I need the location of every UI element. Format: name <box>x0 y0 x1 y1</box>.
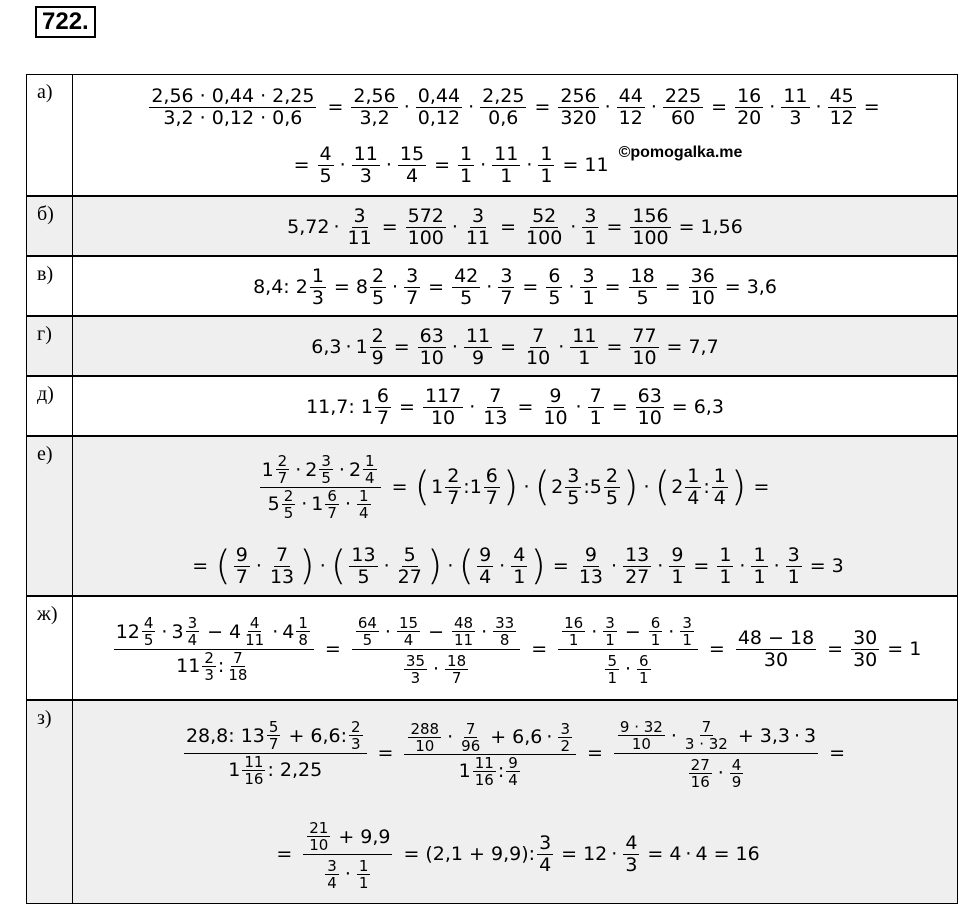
math-line: = 21 10 + 9,9 3 4 · 1 1 = (2,1 + 9,9) : $\frac{3}{4}$ = 12 · $\frac{4}{3}$ = 4 · 4 = 16 <box>276 819 760 892</box>
row-content <box>73 197 957 255</box>
fraction: $\frac{256}{320}$ <box>560 84 597 129</box>
fraction: $\frac{30}{30}$ <box>853 626 878 671</box>
fraction: $\frac{3}{1}$ <box>582 264 595 309</box>
fraction: $\frac{11}{9}$ <box>465 324 491 369</box>
row-content <box>73 317 957 375</box>
fraction: $\frac{18}{5}$ <box>630 264 655 309</box>
fraction: $\frac{225}{60}$ <box>664 84 702 129</box>
fraction: 11 3 <box>783 84 808 129</box>
fraction: 6 7 <box>376 384 390 429</box>
fraction: $\frac{4}{5}$ <box>319 142 332 187</box>
fraction: $\frac{48 - 18}{30}$ <box>737 626 815 671</box>
row-z <box>26 700 958 904</box>
fraction: 2 5 <box>371 264 385 309</box>
fraction: 0,44 0,12 <box>417 84 461 129</box>
fraction: 28,8 : 13 5 7 + 6,6 : 2 3 1 11 16 : 2,25 <box>184 719 367 787</box>
row-content <box>73 701 957 903</box>
row-label: е) <box>27 437 73 595</box>
math-line: $\frac{2,56 \cdot 0,44 \cdot 2,25}{3,2 \cdot 0,12 \cdot 0,6}$ = $\frac{2,56}{3,2}$ · 0,44 0,12 · $\frac{2,25}{0,6}$ = $\frac{256}{320}$ · 44 12 · $\frac{225}{60}$ = $\frac{16}{20}$ · 11 3 · $\frac{45}{12}$ = <box>151 84 880 129</box>
math-line: 11,7 : 1 6 7 = $\frac{117}{10}$ · $\frac{7}{13}$ = $\frac{9}{10}$ · $\frac{7}{1}$ = $\frac{63}{10}$ = 6,3 <box>306 384 724 429</box>
row-d <box>26 376 958 436</box>
fraction: $\frac{77}{10}$ <box>632 324 657 369</box>
fraction: $\frac{7}{13}$ <box>483 384 508 429</box>
fraction: $\frac{63}{10}$ <box>419 324 444 369</box>
row-content <box>73 597 957 699</box>
fraction: 9 · 32 10 · 7 3 · 32 + 3,3 · 3 27 16 · 4 9 <box>614 716 818 790</box>
math-line: 5,72 · $\frac{3}{11}$ = $\frac{572}{100}$ · $\frac{3}{11}$ = $\frac{52}{100}$ · $\frac{3}{1}$ = $\frac{156}{100}$ = 1,56 <box>287 204 743 249</box>
fraction: 16 1 · 3 1 − $\frac{6}{1}$ · 3 1 5 1 · 6 1 <box>558 612 698 686</box>
fraction: $\frac{572}{100}$ <box>407 204 444 249</box>
fraction: 12 4 5 · 3 3 4 − 4 4 11 · 4 1 8 11 2 3 : 7 18 <box>114 615 314 683</box>
math-line: 12 4 5 · 3 3 4 − 4 4 11 · 4 1 8 11 2 3 : 7 18 = 64 5 · 15 4 − $\frac{48}{11}$ · 33 8 35 3 · 18 7 = 16 1 · 3 1 − $\frac{6}{1}$ · 3 1 5 1 · 6 1 = $\frac{48 - 18}{30}$ = $\frac{30}{30}$ = 1 <box>115 614 922 687</box>
fraction: $\frac{9}{10}$ <box>543 384 568 429</box>
fraction: $\frac{156}{100}$ <box>632 204 669 249</box>
fraction: $\frac{3}{4}$ <box>539 831 552 876</box>
fraction: $\frac{1}{1}$ <box>540 142 553 187</box>
fraction: 11 3 <box>353 142 378 187</box>
row-label: а) <box>27 75 73 195</box>
fraction: 21 10 + 9,9 3 4 · 1 1 <box>303 817 392 891</box>
fraction: $\frac{2,56 \cdot 0,44 \cdot 2,25}{3,2 \cdot 0,12 \cdot 0,6}$ <box>151 84 315 129</box>
fraction: $\frac{2,56}{3,2}$ <box>353 84 396 129</box>
row-label: д) <box>27 377 73 435</box>
math-line: 28,8 : 13 5 7 + 6,6 : 2 3 1 11 16 : 2,25 = 288 10 · 7 96 + 6,6 · 3 2 1 11 16 : 9 4 = 9 · 32 10 · 7 3 · 32 + 3,3 · 3 27 16 · 4 9 = <box>185 718 846 791</box>
fraction: $\frac{7}{1}$ <box>589 384 602 429</box>
fraction: 44 12 <box>618 84 643 129</box>
fraction: $\frac{3}{7}$ <box>500 264 513 309</box>
fraction: $\frac{3}{11}$ <box>347 204 372 249</box>
math-line: = $\frac{4}{5}$ · 11 3 · $\frac{15}{4}$ = $\frac{1}{1}$ · 11 1 · $\frac{1}{1}$ = 11 ©pomogalka.me <box>293 142 743 187</box>
row-content <box>73 75 957 195</box>
row-a <box>26 74 958 196</box>
math-line: 1 2 7 · 2 3 5 · 2 1 4 5 2 5 · 1 6 7 · 1 4 = ( 1 2 7 : 1 6 7 ) · ( 2 3 5 : 5 2 5 ) · ( 2 1 4 : 1 4 ) = <box>261 452 770 522</box>
fraction: 1 2 7 · 2 3 5 · 2 1 4 5 2 5 · 1 6 7 · 1 4 <box>260 453 381 521</box>
fraction: $\frac{36}{10}$ <box>690 264 715 309</box>
fraction: $\frac{7}{10}$ <box>526 324 551 369</box>
row-label: в) <box>27 257 73 315</box>
fraction: $\frac{2,25}{0,6}$ <box>482 84 525 129</box>
row-b <box>26 196 958 256</box>
fraction: 11 1 <box>494 142 519 187</box>
fraction: 288 10 · 7 96 + 6,6 · 3 2 1 11 16 : 9 4 <box>404 718 576 789</box>
row-label: ж) <box>27 597 73 699</box>
fraction: $\frac{117}{10}$ <box>424 384 462 429</box>
row-zh <box>26 596 958 700</box>
fraction: $\frac{16}{20}$ <box>737 84 762 129</box>
row-content <box>73 377 957 435</box>
row-g <box>26 316 958 376</box>
fraction: 2 9 <box>371 324 384 369</box>
row-label: б) <box>27 197 73 255</box>
fraction: $\frac{4}{3}$ <box>625 831 638 876</box>
problem-number: 722. <box>35 6 96 38</box>
fraction: $\frac{11}{1}$ <box>572 324 597 369</box>
fraction: $\frac{3}{1}$ <box>584 204 597 249</box>
fraction: $\frac{6}{5}$ <box>548 264 561 309</box>
math-line: = ( 9 7 · 7 13 ) · ( 13 5 · 5 27 ) · ( 9 4 · 4 1 ) = $\frac{9}{13}$ · 13 27 · $\frac{9}{1}$ = $\frac{1}{1}$ · 1 1 · $\frac{3}{1}$ = 3 <box>192 543 844 589</box>
row-label: з) <box>27 701 73 903</box>
fraction: 1 3 <box>311 264 324 309</box>
fraction: $\frac{3}{7}$ <box>406 264 419 309</box>
fraction: $\frac{1}{1}$ <box>460 142 473 187</box>
fraction: $\frac{15}{4}$ <box>399 142 425 187</box>
row-content <box>73 257 957 315</box>
row-content <box>73 437 957 595</box>
fraction: $\frac{63}{10}$ <box>637 384 662 429</box>
fraction: $\frac{3}{11}$ <box>465 204 491 249</box>
fraction: 64 5 · 15 4 − $\frac{48}{11}$ · 33 8 35 3 · 18 7 <box>352 612 520 686</box>
row-e <box>26 436 958 596</box>
watermark: ©pomogalka.me <box>618 144 743 161</box>
fraction: $\frac{42}{5}$ <box>454 264 479 309</box>
row-label: г) <box>27 317 73 375</box>
math-line: 8,4 : 2 1 3 = 8 2 5 · $\frac{3}{7}$ = $\frac{42}{5}$ · $\frac{3}{7}$ = $\frac{6}{5}$ · $\frac{3}{1}$ = $\frac{18}{5}$ = $\frac{36}{10}$ = 3,6 <box>253 264 777 309</box>
fraction: $\frac{52}{100}$ <box>526 204 563 249</box>
fraction: $\frac{45}{12}$ <box>829 84 854 129</box>
math-line: 6,3 · 1 2 9 = $\frac{63}{10}$ · $\frac{11}{9}$ = $\frac{7}{10}$ · $\frac{11}{1}$ = $\frac{77}{10}$ = 7,7 <box>311 324 719 369</box>
row-v <box>26 256 958 316</box>
